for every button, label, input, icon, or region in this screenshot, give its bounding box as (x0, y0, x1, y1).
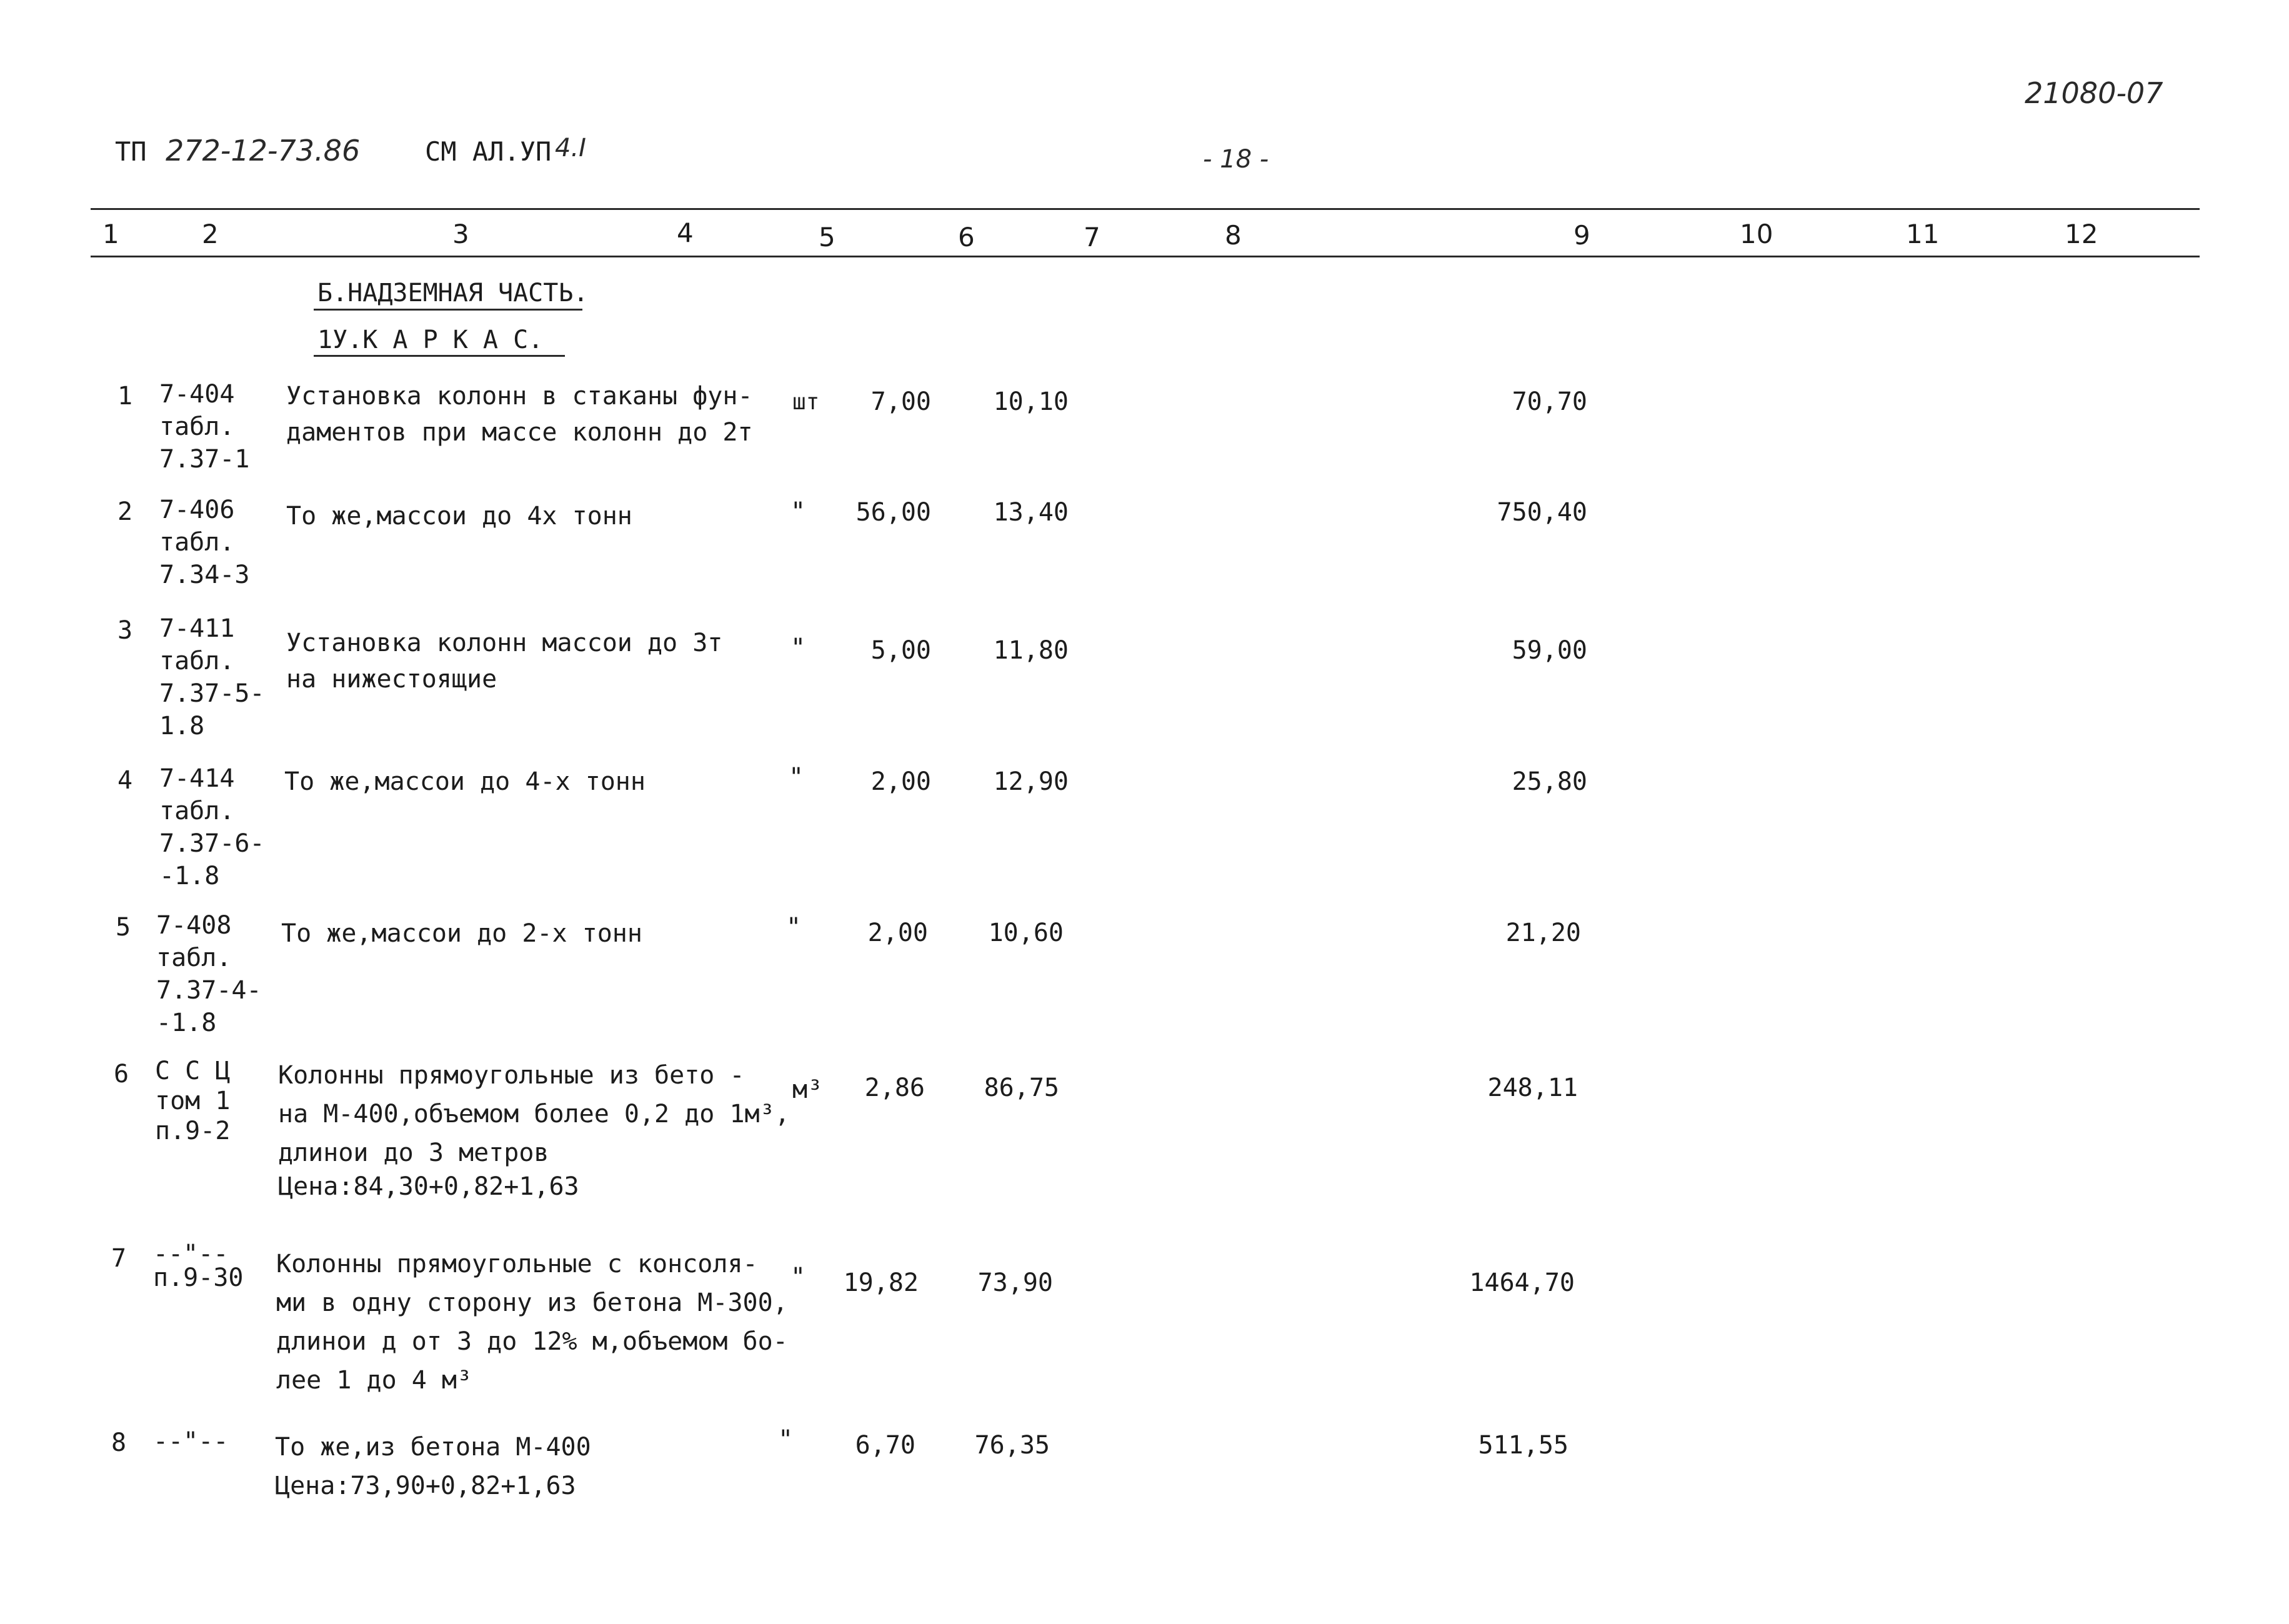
header-bottom-rule (91, 256, 2200, 257)
row-unit-price: 11,80 (993, 636, 1069, 665)
row-description: Установка колонн в стаканы фун- даментов при массе колонн до 2т (286, 382, 753, 447)
row-description: То же,массои до 4х тонн (286, 502, 632, 531)
section-subtitle: 1У.К А Р К А С. (317, 326, 544, 354)
row-unit: " (790, 1263, 806, 1292)
row-quantity: 7,00 (870, 387, 931, 416)
col-header-6: 6 (958, 222, 975, 252)
row-number: 8 (111, 1428, 127, 1457)
row-description: Колонны прямоугольные из бето - на М-400,объемом более 0,2 до 1м³, длинои до 3 метров (278, 1061, 790, 1167)
row-number: 1 (117, 382, 133, 411)
row-unit-price: 73,90 (977, 1268, 1053, 1297)
row-unit-price: 10,60 (988, 919, 1064, 947)
row-unit: " (790, 497, 806, 526)
row-quantity: 2,00 (867, 919, 928, 947)
col-header-12: 12 (2065, 219, 2098, 249)
row-description: То же,из бетона М-400 Цена:73,90+0,82+1,63 (275, 1433, 591, 1500)
top-rule (91, 208, 2200, 210)
col-header-3: 3 (452, 219, 469, 249)
col-header-5: 5 (819, 222, 835, 252)
row-quantity: 6,70 (855, 1431, 915, 1460)
row-unit: " (790, 634, 806, 662)
row-total: 511,55 (1478, 1431, 1568, 1460)
row-number: 5 (116, 913, 131, 942)
row-number: 4 (117, 766, 133, 795)
row-description: Установка колонн массои до 3т на нижестоящие (286, 629, 723, 694)
row-unit-price: 13,40 (993, 498, 1069, 527)
row-quantity: 2,00 (870, 767, 931, 796)
row-code: --"-- п.9-30 (153, 1240, 244, 1292)
col-header-7: 7 (1084, 222, 1100, 252)
col-header-10: 10 (1740, 219, 1773, 249)
row-code: 7-408 табл. 7.37-4- -1.8 (156, 911, 262, 1037)
row-quantity: 5,00 (870, 636, 931, 665)
row-code: С С Ц том 1 п.9-2 (155, 1057, 231, 1145)
col-header-11: 11 (1906, 219, 1940, 249)
archive-number: 21080-07 (2025, 76, 2163, 110)
row-number: 3 (117, 616, 133, 645)
page-number: - 18 - (1203, 145, 1269, 174)
col-header-1: 1 (102, 219, 119, 249)
row-number: 6 (114, 1060, 129, 1088)
row-unit: шт (792, 389, 820, 415)
row-code: 7-414 табл. 7.37-6- -1.8 (159, 764, 265, 890)
row-unit-price: 86,75 (984, 1074, 1059, 1102)
row-total: 1464,70 (1469, 1268, 1575, 1297)
row-number: 2 (117, 497, 133, 526)
col-header-9: 9 (1573, 220, 1590, 251)
col-header-4: 4 (677, 217, 694, 248)
row-description: То же,массои до 2-х тонн (281, 919, 642, 948)
section-title: Б.НАДЗЕМНАЯ ЧАСТЬ. (317, 279, 589, 307)
row-total: 21,20 (1505, 919, 1581, 947)
row-quantity: 19,82 (843, 1268, 919, 1297)
row-unit-price: 12,90 (993, 767, 1069, 796)
row-description-extra: Цена:84,30+0,82+1,63 (278, 1172, 579, 1201)
row-unit: м³ (792, 1075, 823, 1104)
doc-code-prefix: ТП (115, 136, 147, 167)
row-total: 70,70 (1512, 387, 1587, 416)
row-code: 7-404 табл. 7.37-1 (159, 380, 250, 474)
row-total: 750,40 (1497, 498, 1587, 527)
row-total: 25,80 (1512, 767, 1587, 796)
col-header-2: 2 (202, 219, 219, 249)
row-code: 7-406 табл. 7.34-3 (159, 496, 250, 589)
section-title-underline (314, 309, 582, 311)
row-code: 7-411 табл. 7.37-5- 1.8 (159, 614, 265, 740)
row-description: То же,массои до 4-х тонн (284, 767, 646, 796)
row-description: Колонны прямоугольные с консоля- ми в одну сторону из бетона М-300, длинои д от 3 до 12% м,объемом бо- лее 1 до 4 м³ (276, 1250, 788, 1395)
doc-code-number: 272-12-73.86 (166, 134, 361, 167)
row-unit: " (778, 1425, 794, 1454)
row-number: 7 (111, 1244, 127, 1273)
section-subtitle-underline (314, 355, 565, 357)
row-unit: " (786, 913, 802, 942)
row-total: 59,00 (1512, 636, 1587, 665)
row-unit-price: 10,10 (993, 387, 1069, 416)
doc-code-mark: 4.I (555, 134, 586, 162)
row-code: --"-- (153, 1427, 229, 1456)
row-total: 248,11 (1487, 1074, 1578, 1102)
row-quantity: 2,86 (864, 1074, 925, 1102)
row-unit-price: 76,35 (974, 1431, 1050, 1460)
row-quantity: 56,00 (855, 498, 931, 527)
doc-code-suffix: СМ АЛ.УП (425, 136, 552, 167)
row-unit: " (789, 763, 804, 792)
col-header-8: 8 (1225, 220, 1242, 251)
